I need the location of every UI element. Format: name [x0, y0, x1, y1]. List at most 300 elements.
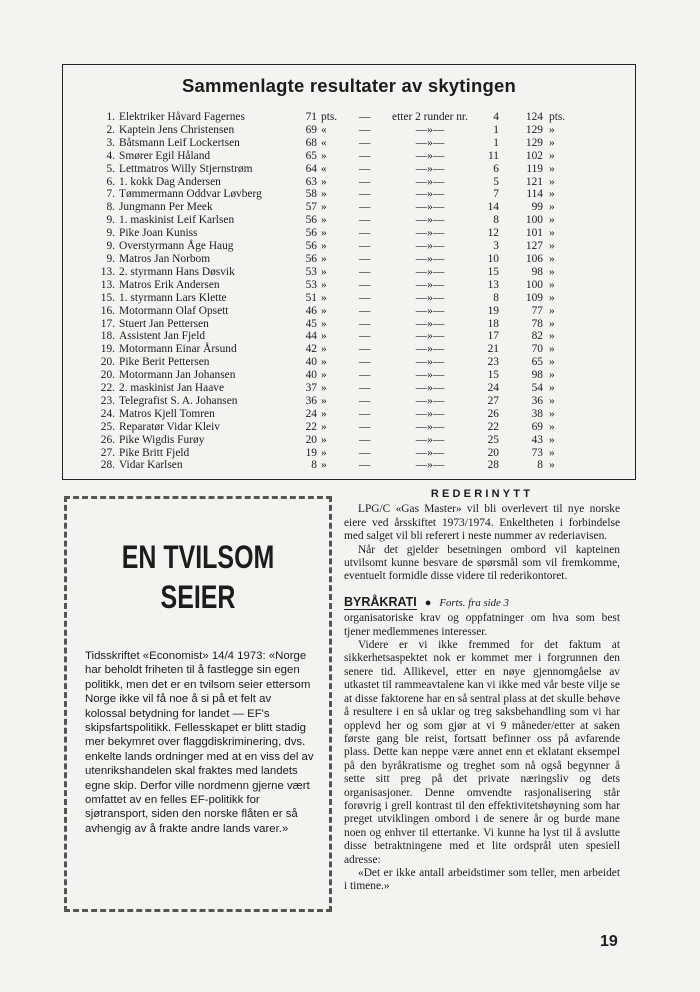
result-rank-cell: 9. — [106, 214, 115, 227]
result-total-cell: 129 — [525, 123, 543, 136]
results-title: Sammenlagte resultater av skytingen — [182, 75, 516, 96]
tvilsom-paragraph: Tidsskriftet «Economist» 14/4 1973: «Norge har beholdt friheten til å fastlegge sin egen politikk, men det er en tvilsom seier ettersom Norge ikke vil få noe å si på et felt av kolossal betydning for landet — EF's skipsfartspolitikk. Fellesskapet er blitt stadig mer bekymret over flaggdiskriminering, dvs. enkelte lands ordninger med at en viss del av utenrikshandelen skal fraktes med landets egne skip. Derfor ville nordmenn gjerne vært omfattet av en felles EF-politikk for sjøtransport, siden den norske flåten er så avhengig av å frakte andre lands varer.» — [85, 650, 314, 835]
result-pts-cell: 36 — [305, 394, 317, 407]
result-row — [85, 447, 615, 460]
result-rank-cell: 20. — [100, 369, 115, 382]
result-name-cell: Matros Erik Andersen — [119, 278, 220, 291]
result-total-cell: 119 — [526, 162, 543, 175]
result-row — [85, 253, 615, 266]
result-runder-cell: 20 — [487, 446, 499, 459]
result-pts-cell: 20 — [305, 433, 317, 446]
byrakrati-header — [344, 596, 620, 610]
result-row — [85, 266, 615, 279]
result-rank-cell: 17. — [100, 317, 115, 330]
result-unit-cell: » — [321, 446, 327, 459]
result-pts-cell: 53 — [305, 278, 317, 291]
result-row — [85, 111, 615, 124]
result-tunit-cell: » — [549, 394, 555, 407]
result-unit-cell: » — [321, 252, 327, 265]
result-runder-cell: 8 — [493, 291, 499, 304]
result-row — [85, 382, 615, 395]
result-pts-cell: 45 — [305, 317, 317, 330]
result-rank-cell: 5. — [106, 162, 115, 175]
result-tunit-cell: » — [549, 123, 555, 136]
result-tunit-cell: » — [549, 382, 555, 395]
result-tunit-cell: » — [549, 214, 555, 227]
right-column — [344, 488, 620, 894]
tvilsom-headline-line-1: EN TVILSOM — [121, 539, 275, 575]
result-pts-cell: 56 — [305, 227, 317, 240]
result-name-cell: Stuert Jan Pettersen — [119, 317, 209, 330]
result-dash-cell: — — [359, 136, 371, 149]
result-runder-cell: 18 — [487, 317, 499, 330]
result-pts-cell: 56 — [305, 252, 317, 265]
result-row — [85, 137, 615, 150]
result-dash-cell: — — [359, 433, 371, 446]
result-mid-cell: —»— — [415, 459, 445, 472]
result-total-cell: 129 — [525, 136, 543, 149]
result-unit-cell: » — [321, 369, 327, 382]
result-runder-cell: 11 — [488, 149, 499, 162]
result-name-cell: Motormann Jan Johansen — [119, 369, 236, 382]
result-rank-cell: 9. — [106, 252, 115, 265]
result-runder-cell: 5 — [493, 175, 499, 188]
result-unit-cell: » — [321, 459, 327, 472]
result-row — [85, 305, 615, 318]
result-unit-cell: » — [321, 304, 327, 317]
result-row — [85, 421, 615, 434]
result-dash-cell: — — [359, 382, 371, 395]
result-runder-cell: 4 — [493, 111, 499, 123]
result-total-cell: 38 — [531, 407, 543, 420]
result-tunit-cell: » — [549, 304, 555, 317]
tvilsom-body — [85, 649, 315, 836]
result-unit-cell: » — [321, 175, 327, 188]
result-rank-cell: 19. — [100, 343, 115, 356]
result-dash-cell: — — [359, 459, 371, 472]
result-rank-cell: 18. — [100, 330, 115, 343]
result-row — [85, 408, 615, 421]
result-pts-cell: 24 — [305, 407, 317, 420]
result-total-cell: 121 — [525, 175, 543, 188]
result-runder-cell: 24 — [487, 382, 499, 395]
page-number: 19 — [600, 933, 618, 950]
result-unit-cell: » — [321, 291, 327, 304]
result-tunit-cell: » — [549, 459, 555, 472]
result-unit-cell: » — [321, 420, 327, 433]
result-name-cell: Elektriker Håvard Fagernes — [119, 111, 245, 123]
result-unit-cell: » — [321, 201, 327, 214]
result-rank-cell: 7. — [106, 188, 115, 201]
result-name-cell: Pike Joan Kuniss — [119, 227, 198, 240]
result-total-cell: 69 — [531, 420, 543, 433]
result-name-cell: Matros Kjell Tomren — [119, 407, 215, 420]
result-rank-cell: 16. — [100, 304, 115, 317]
result-name-cell: Motormann Einar Årsund — [119, 343, 237, 356]
result-runder-cell: 13 — [487, 278, 499, 291]
result-mid-cell: —»— — [415, 317, 445, 330]
results-table — [85, 111, 615, 472]
result-mid-cell: —»— — [415, 201, 445, 214]
byrakrati-paragraph-3: «Det er ikke antall arbeidstimer som teller, men arbeidet i timene.» — [344, 866, 620, 893]
result-rank-cell: 2. — [106, 123, 115, 136]
result-name-cell: Pike Wigdis Furøy — [119, 433, 205, 446]
result-mid-cell: —»— — [415, 252, 445, 265]
result-tunit-cell: » — [549, 227, 555, 240]
result-pts-cell: 19 — [305, 446, 317, 459]
result-row — [85, 150, 615, 163]
result-rank-cell: 8. — [106, 201, 115, 214]
result-runder-cell: 28 — [487, 459, 499, 472]
result-dash-cell: — — [359, 446, 371, 459]
result-dash-cell: — — [359, 420, 371, 433]
result-tunit-cell: » — [549, 446, 555, 459]
result-row — [85, 343, 615, 356]
result-tunit-cell: » — [549, 188, 555, 201]
result-row — [85, 188, 615, 201]
result-rank-cell: 1. — [106, 111, 115, 123]
result-pts-cell: 42 — [305, 343, 317, 356]
result-row — [85, 279, 615, 292]
result-dash-cell: — — [359, 291, 371, 304]
result-name-cell: 1. styrmann Lars Klette — [119, 291, 227, 304]
result-mid-cell: —»— — [415, 433, 445, 446]
result-row — [85, 395, 615, 408]
result-rank-cell: 13. — [100, 278, 115, 291]
result-unit-cell: » — [321, 278, 327, 291]
result-total-cell: 77 — [531, 304, 543, 317]
result-dash-cell: — — [359, 265, 371, 278]
result-total-cell: 99 — [531, 201, 543, 214]
result-unit-cell: « — [321, 123, 327, 136]
result-runder-cell: 19 — [487, 304, 499, 317]
result-name-cell: Jungmann Per Meek — [119, 201, 213, 214]
result-name-cell: Telegrafist S. A. Johansen — [119, 394, 238, 407]
result-tunit-cell: » — [549, 252, 555, 265]
result-tunit-cell: » — [549, 149, 555, 162]
result-runder-cell: 6 — [493, 162, 499, 175]
result-name-cell: 1. kokk Dag Andersen — [119, 175, 221, 188]
result-unit-cell: » — [321, 317, 327, 330]
result-mid-cell: etter 2 runder nr. — [392, 111, 468, 123]
result-mid-cell: —»— — [415, 149, 445, 162]
result-dash-cell: — — [359, 111, 371, 123]
result-row — [85, 356, 615, 369]
result-pts-cell: 53 — [305, 265, 317, 278]
result-dash-cell: — — [359, 369, 371, 382]
result-dash-cell: — — [359, 149, 371, 162]
result-name-cell: Pike Britt Fjeld — [119, 446, 190, 459]
result-unit-cell: » — [321, 356, 327, 369]
rederinytt-paragraph-1: LPG/C «Gas Master» vil bli overlevert til nye norske eiere ved årsskiftet 1973/1974. Enkeltheten i forbindelse med salget vil bli referert i neste nummer av rederiavisen. — [344, 503, 620, 543]
result-tunit-cell: » — [549, 201, 555, 214]
result-row — [85, 434, 615, 447]
result-dash-cell: — — [359, 330, 371, 343]
result-runder-cell: 1 — [493, 123, 499, 136]
result-dash-cell: — — [359, 343, 371, 356]
result-dash-cell: — — [359, 175, 371, 188]
result-mid-cell: —»— — [415, 240, 445, 253]
result-rank-cell: 24. — [100, 407, 115, 420]
result-unit-cell: » — [321, 188, 327, 201]
result-unit-cell: » — [321, 330, 327, 343]
result-tunit-cell: » — [549, 162, 555, 175]
result-runder-cell: 26 — [487, 407, 499, 420]
result-name-cell: Matros Jan Norbom — [119, 252, 211, 265]
result-tunit-cell: pts. — [549, 111, 566, 123]
result-dash-cell: — — [359, 278, 371, 291]
result-name-cell: Assistent Jan Fjeld — [119, 330, 206, 343]
result-pts-cell: 46 — [305, 304, 317, 317]
result-pts-cell: 69 — [305, 123, 317, 136]
result-pts-cell: 8 — [311, 459, 317, 472]
result-total-cell: 73 — [531, 446, 543, 459]
result-mid-cell: —»— — [415, 369, 445, 382]
result-total-cell: 100 — [525, 278, 543, 291]
result-pts-cell: 65 — [305, 149, 317, 162]
result-runder-cell: 21 — [487, 343, 499, 356]
result-name-cell: Pike Berit Pettersen — [119, 356, 210, 369]
result-row — [85, 227, 615, 240]
result-mid-cell: —»— — [415, 123, 445, 136]
result-rank-cell: 28. — [100, 459, 115, 472]
result-mid-cell: —»— — [415, 265, 445, 278]
result-name-cell: Smører Egil Håland — [119, 149, 211, 162]
result-dash-cell: — — [359, 394, 371, 407]
result-runder-cell: 10 — [487, 252, 499, 265]
bullet-icon: ● — [424, 596, 432, 609]
result-dash-cell: — — [359, 214, 371, 227]
result-mid-cell: —»— — [415, 407, 445, 420]
result-rank-cell: 13. — [100, 265, 115, 278]
result-mid-cell: —»— — [415, 162, 445, 175]
byrakrati-paragraph-2: Videre er vi ikke fremmed for det faktum at sikkerhetsaspektet nok er kommet mer i forgrunnen den senere tid. Allikevel, etter en nøye gjennomgåelse av utkastet til rammeavtalene kan vi ikke med vår beste vilje se at disse faktorene har en så sentral plass at det skulle behøve å resultere i en så uklar og treg saksbehandling som vi har opplevd her og som gjør at vi 9 måneder/etter at saken første gang ble reist, fortsatt befinner oss på avfarende plass. Dette kan neppe være annet enn et eklatant eksempel på den byråkratisme og treghet som nå også begynner å sette sitt preg på det private næringsliv og dets organisasjoner. Denne omvendte rasjonalisering står forøvrig i grell kontrast til den effektivitetshøyning som har preget utviklingen ombord i de senere år og burde mane noen og enhver til ettertanke. Vi kunne ha lyst til å avslutte disse betraktningene med et lite ordsprål uten spesiell adresse: — [344, 639, 620, 866]
result-pts-cell: 57 — [305, 201, 317, 214]
result-name-cell: 2. styrmann Hans Døsvik — [119, 265, 235, 278]
result-rank-cell: 6. — [106, 175, 115, 188]
result-unit-cell: « — [321, 162, 327, 175]
result-name-cell: Reparatør Vidar Kleiv — [119, 420, 220, 433]
result-mid-cell: —»— — [415, 446, 445, 459]
result-total-cell: 82 — [531, 330, 543, 343]
result-dash-cell: — — [359, 407, 371, 420]
result-row — [85, 369, 615, 382]
result-unit-cell: « — [321, 136, 327, 149]
result-mid-cell: —»— — [415, 394, 445, 407]
result-unit-cell: » — [321, 149, 327, 162]
result-runder-cell: 8 — [493, 214, 499, 227]
result-total-cell: 114 — [526, 188, 543, 201]
result-mid-cell: —»— — [415, 278, 445, 291]
result-row — [85, 459, 615, 472]
result-runder-cell: 3 — [493, 240, 499, 253]
result-rank-cell: 4. — [106, 149, 115, 162]
result-tunit-cell: » — [549, 317, 555, 330]
result-unit-cell: » — [321, 343, 327, 356]
byrakrati-label: BYRÅKRATI — [344, 594, 417, 609]
result-rank-cell: 26. — [100, 433, 115, 446]
result-dash-cell: — — [359, 188, 371, 201]
result-unit-cell: » — [321, 382, 327, 395]
result-dash-cell: — — [359, 304, 371, 317]
result-pts-cell: 56 — [305, 214, 317, 227]
result-pts-cell: 40 — [305, 356, 317, 369]
result-mid-cell: —»— — [415, 175, 445, 188]
result-runder-cell: 25 — [487, 433, 499, 446]
result-tunit-cell: » — [549, 278, 555, 291]
result-runder-cell: 15 — [487, 369, 499, 382]
result-tunit-cell: » — [549, 136, 555, 149]
byrakrati-paragraph-1: organisatoriske krav og oppfatninger om hva som best tjener medlemmenes interesser. — [344, 612, 620, 638]
result-mid-cell: —»— — [415, 382, 445, 395]
result-unit-cell: » — [321, 240, 327, 253]
result-total-cell: 36 — [531, 394, 543, 407]
result-row — [85, 201, 615, 214]
result-name-cell: Tømmermann Oddvar Løvberg — [119, 188, 262, 201]
results-box — [62, 64, 636, 480]
result-name-cell: 1. maskinist Leif Karlsen — [119, 214, 235, 227]
result-name-cell: Overstyrmann Åge Haug — [119, 240, 234, 253]
tvilsom-headline-line-2: SEIER — [160, 579, 236, 615]
result-total-cell: 100 — [525, 214, 543, 227]
result-row — [85, 318, 615, 331]
result-total-cell: 8 — [537, 459, 543, 472]
result-tunit-cell: » — [549, 175, 555, 188]
result-unit-cell: » — [321, 227, 327, 240]
result-runder-cell: 22 — [487, 420, 499, 433]
result-dash-cell: — — [359, 201, 371, 214]
result-name-cell: Motormann Olaf Opsett — [119, 304, 229, 317]
result-tunit-cell: » — [549, 240, 555, 253]
result-row — [85, 124, 615, 137]
tvilsom-headline — [96, 537, 300, 617]
result-tunit-cell: » — [549, 330, 555, 343]
result-mid-cell: —»— — [415, 188, 445, 201]
result-rank-cell: 25. — [100, 420, 115, 433]
result-tunit-cell: » — [549, 291, 555, 304]
result-row — [85, 292, 615, 305]
result-unit-cell: » — [321, 407, 327, 420]
result-rank-cell: 3. — [106, 136, 115, 149]
result-rank-cell: 15. — [100, 291, 115, 304]
result-tunit-cell: » — [549, 420, 555, 433]
result-runder-cell: 27 — [487, 394, 499, 407]
result-runder-cell: 14 — [487, 201, 499, 214]
result-rank-cell: 23. — [100, 394, 115, 407]
result-name-cell: Kaptein Jens Christensen — [119, 123, 235, 136]
result-pts-cell: 22 — [305, 420, 317, 433]
result-total-cell: 101 — [525, 227, 543, 240]
result-total-cell: 65 — [531, 356, 543, 369]
result-pts-cell: 63 — [305, 175, 317, 188]
result-pts-cell: 51 — [305, 291, 317, 304]
result-rank-cell: 22. — [100, 382, 115, 395]
result-dash-cell: — — [359, 252, 371, 265]
result-total-cell: 102 — [525, 149, 543, 162]
result-name-cell: Lettmatros Willy Stjernstrøm — [119, 162, 253, 175]
result-dash-cell: — — [359, 123, 371, 136]
result-unit-cell: » — [321, 394, 327, 407]
result-total-cell: 106 — [525, 252, 543, 265]
result-pts-cell: 58 — [305, 188, 317, 201]
result-name-cell: Båtsmann Leif Lockertsen — [119, 136, 240, 149]
result-rank-cell: 20. — [100, 356, 115, 369]
result-runder-cell: 23 — [487, 356, 499, 369]
result-tunit-cell: » — [549, 265, 555, 278]
result-rank-cell: 9. — [106, 227, 115, 240]
result-unit-cell: » — [321, 214, 327, 227]
continued-from-note: Forts. fra side 3 — [439, 596, 509, 609]
result-dash-cell: — — [359, 317, 371, 330]
result-runder-cell: 17 — [487, 330, 499, 343]
result-tunit-cell: » — [549, 407, 555, 420]
result-total-cell: 43 — [531, 433, 543, 446]
result-row — [85, 214, 615, 227]
result-tunit-cell: » — [549, 343, 555, 356]
result-mid-cell: —»— — [415, 343, 445, 356]
result-row — [85, 240, 615, 253]
result-pts-cell: 44 — [305, 330, 317, 343]
result-pts-cell: 71 — [305, 111, 317, 123]
result-tunit-cell: » — [549, 356, 555, 369]
result-dash-cell: — — [359, 356, 371, 369]
result-unit-cell: » — [321, 265, 327, 278]
result-runder-cell: 1 — [493, 136, 499, 149]
result-dash-cell: — — [359, 227, 371, 240]
result-pts-cell: 37 — [305, 382, 317, 395]
result-rank-cell: 27. — [100, 446, 115, 459]
result-mid-cell: —»— — [415, 227, 445, 240]
result-dash-cell: — — [359, 240, 371, 253]
result-total-cell: 54 — [531, 382, 543, 395]
result-total-cell: 78 — [531, 317, 543, 330]
result-tunit-cell: » — [549, 369, 555, 382]
result-row — [85, 163, 615, 176]
result-pts-cell: 68 — [305, 136, 317, 149]
result-total-cell: 127 — [525, 240, 543, 253]
rederinytt-heading: REDERINYTT — [430, 488, 534, 500]
result-mid-cell: —»— — [415, 420, 445, 433]
result-runder-cell: 12 — [487, 227, 499, 240]
result-mid-cell: —»— — [415, 136, 445, 149]
result-total-cell: 124 — [525, 111, 543, 123]
result-mid-cell: —»— — [415, 291, 445, 304]
tvilsom-box — [64, 496, 332, 912]
result-runder-cell: 7 — [493, 188, 499, 201]
result-total-cell: 70 — [531, 343, 543, 356]
result-mid-cell: —»— — [415, 214, 445, 227]
result-total-cell: 109 — [525, 291, 543, 304]
result-pts-cell: 64 — [305, 162, 317, 175]
result-mid-cell: —»— — [415, 356, 445, 369]
result-rank-cell: 9. — [106, 240, 115, 253]
result-pts-cell: 56 — [305, 240, 317, 253]
result-mid-cell: —»— — [415, 330, 445, 343]
rederinytt-paragraph-2: Når det gjelder besetningen ombord vil kapteinen utvilsomt kunne besvare de spørsmål som vil fremkomme, eventuelt formidle disse videre til rederikontoret. — [344, 543, 620, 583]
result-dash-cell: — — [359, 162, 371, 175]
result-unit-cell: pts. — [321, 111, 338, 123]
result-row — [85, 176, 615, 189]
result-total-cell: 98 — [531, 265, 543, 278]
result-unit-cell: » — [321, 433, 327, 446]
result-pts-cell: 40 — [305, 369, 317, 382]
result-total-cell: 98 — [531, 369, 543, 382]
result-name-cell: Vidar Karlsen — [119, 459, 183, 472]
result-runder-cell: 15 — [487, 265, 499, 278]
result-name-cell: 2. maskinist Jan Haave — [119, 382, 225, 395]
result-mid-cell: —»— — [415, 304, 445, 317]
result-row — [85, 330, 615, 343]
